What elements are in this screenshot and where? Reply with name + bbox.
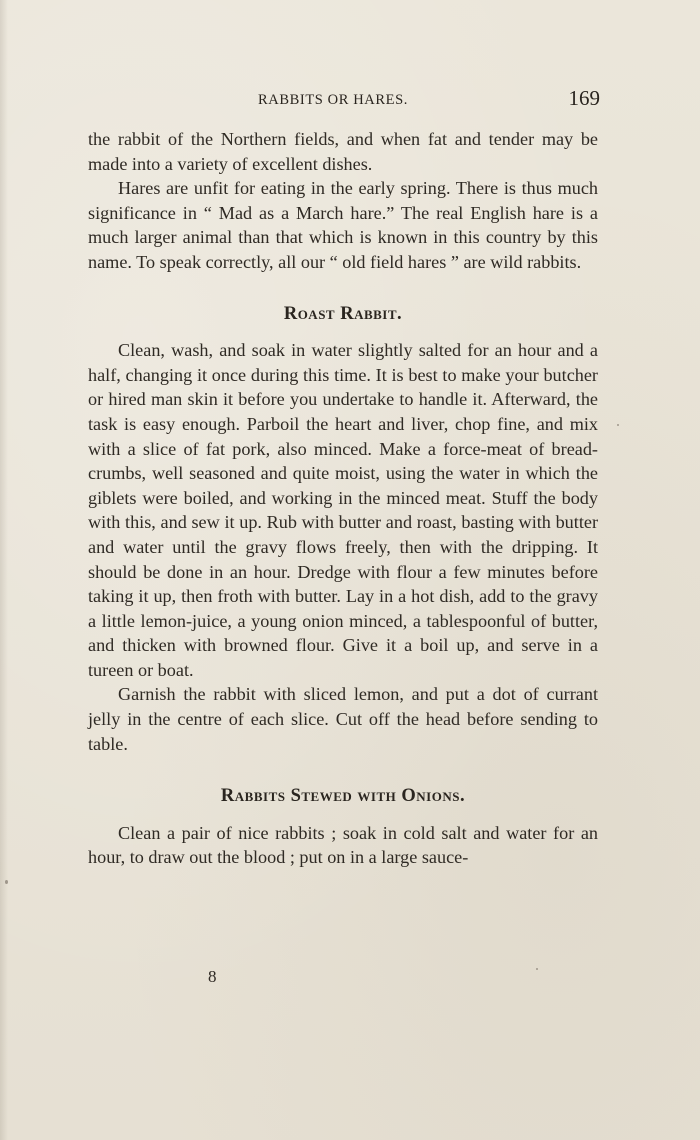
paragraph-hares: Hares are unfit for eating in the early spring. There is thus much significance in “ Mad as a March hare.” The real English hare is a much larger animal than that which is known in this country by this name. To speak correctly, all our “ old field hares ” are wild rabbits. <box>88 178 598 272</box>
signature-mark: 8 <box>208 967 217 986</box>
paragraph-rabbit-continuation: the rabbit of the Northern fields, and when fat and tender may be made into a variety of excellent dishes. <box>88 129 598 174</box>
heading-roast-rabbit: Roast Rabbit. <box>283 303 403 324</box>
page-number: 169 <box>568 86 600 110</box>
paragraph-roast-rabbit-method: Clean, wash, and soak in water slightly salted for an hour and a half, changing it once during this time. It is best to make your butcher or hired man skin it before you undertake to handle it. Afterward, the task is easy enough. Parboil the heart and liver, chop fine, and mix with a slice of fat pork, also minced. Make a force-meat of bread-crumbs, well seasoned and quite moist, using the water in which the giblets were boiled, and working in the minced meat. Stuff the body with this, and sew it up. Rub with butter and roast, basting with butter and water until the gravy flows freely, then with the dripping. It should be done in an hour. Dredge with flour a few minutes before taking it up, then froth with butter. Lay in a hot dish, add to the gravy a little lemon-juice, a young onion minced, a tablespoonful of butter, and thicken with browned flour. Give it a boil up, and serve in a tureen or boat. <box>88 340 598 680</box>
paragraph-roast-rabbit-garnish: Garnish the rabbit with sliced lemon, and put a dot of currant jelly in the centre of each slice. Cut off the head before sending to table. <box>88 684 598 754</box>
paper-speck <box>5 880 8 884</box>
body-text <box>88 127 598 870</box>
running-head <box>88 86 600 114</box>
heading-rabbits-stewed-with-onions: Rabbits Stewed with Onions. <box>220 786 466 807</box>
running-title: RABBITS OR HARES. <box>258 92 408 108</box>
paragraph-rabbits-stewed-method: Clean a pair of nice rabbits ; soak in cold salt and water for an hour, to draw out the blood ; put on in a large sauce- <box>88 822 598 868</box>
page-gutter-shadow <box>0 0 8 1140</box>
paper-speck <box>617 424 619 426</box>
paper-speck <box>536 968 538 970</box>
